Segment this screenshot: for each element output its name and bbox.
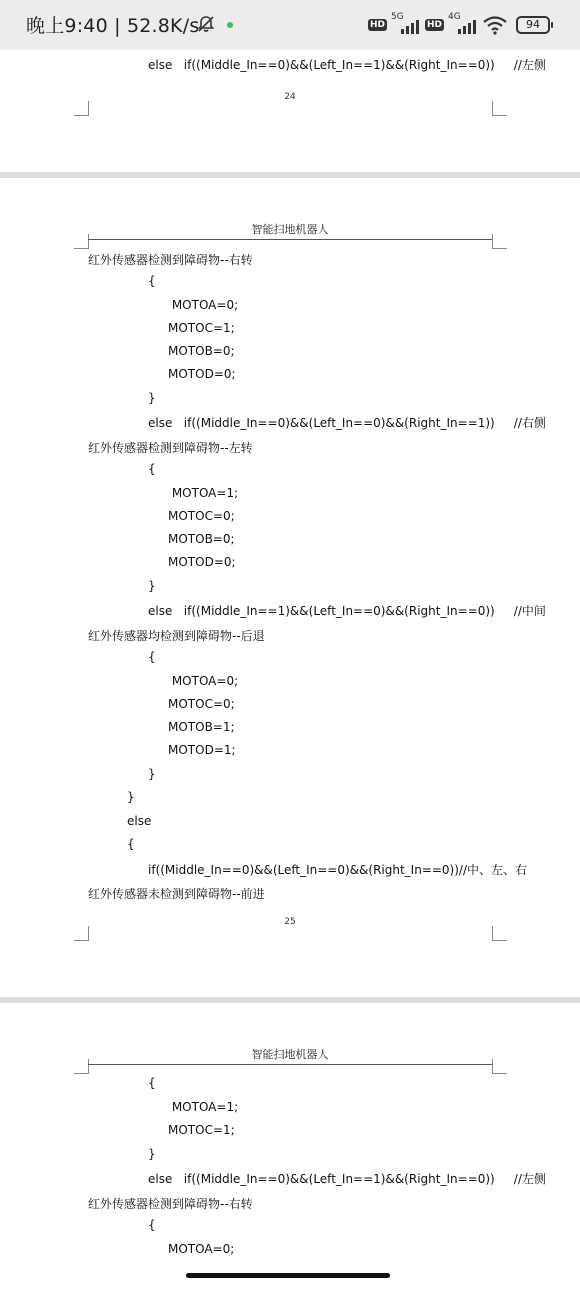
code-line: MOTOC=0;: [168, 697, 235, 711]
page-separator: [0, 997, 580, 1003]
code-line: MOTOD=0;: [168, 367, 236, 381]
code-line: {: [148, 1218, 156, 1232]
page-header-title: 智能扫地机器人: [251, 223, 329, 236]
header-rule: [88, 1064, 492, 1065]
code-line: }: [148, 391, 156, 405]
code-line: }: [148, 1147, 156, 1161]
code-line: MOTOB=1;: [168, 720, 235, 734]
code-line: MOTOC=0;: [168, 509, 235, 523]
code-line: {: [148, 650, 156, 664]
network-type-sim2: 4G: [448, 12, 461, 22]
comment-line: 红外传感器检测到障碍物--右转: [88, 253, 253, 267]
page-header-title: 智能扫地机器人: [251, 1048, 329, 1061]
header-rule: [88, 239, 492, 240]
code-line: {: [148, 274, 156, 288]
code-line: else: [127, 814, 152, 828]
code-line: MOTOB=0;: [168, 532, 235, 546]
code-line: MOTOC=1;: [168, 1123, 235, 1137]
status-bar: [0, 0, 580, 50]
code-line: }: [148, 579, 156, 593]
crop-mark: [74, 926, 89, 941]
home-indicator[interactable]: [186, 1273, 390, 1278]
code-line: MOTOC=1;: [168, 321, 235, 335]
page-number: 24: [284, 92, 296, 102]
code-line: MOTOA=0;: [168, 298, 239, 312]
crop-mark: [492, 926, 507, 941]
comment-line: 红外传感器检测到障碍物--右转: [88, 1197, 253, 1211]
signal-sim1-icon: [391, 14, 421, 36]
page-number: 25: [284, 917, 296, 927]
page-separator: [0, 172, 580, 178]
code-line: else if((Middle_In==0)&&(Left_In==1)&&(Right_In==0)) //左侧: [148, 58, 546, 72]
code-line: {: [127, 837, 135, 851]
crop-mark: [74, 234, 89, 249]
status-time-and-speed: 晚上9:40 | 52.8K/s: [26, 15, 200, 37]
code-line: else if((Middle_In==0)&&(Left_In==1)&&(Right_In==0)) //左侧: [148, 1172, 546, 1186]
comment-line: 红外传感器检测到障碍物--左转: [88, 441, 253, 455]
crop-mark: [74, 101, 89, 116]
comment-line: 红外传感器未检测到障碍物--前进: [88, 887, 265, 901]
code-line: MOTOD=0;: [168, 555, 236, 569]
code-line: MOTOA=1;: [168, 486, 239, 500]
hd-badge-sim2: HD: [426, 20, 442, 30]
code-line: MOTOD=1;: [168, 743, 236, 757]
code-line: }: [148, 767, 156, 781]
code-line: MOTOA=0;: [168, 1242, 235, 1256]
hd-badge-sim1: HD: [369, 20, 385, 30]
code-line: MOTOB=0;: [168, 344, 235, 358]
code-line: MOTOA=0;: [168, 674, 239, 688]
battery-icon: 94: [516, 16, 550, 34]
signal-sim2-icon: [448, 14, 478, 36]
crop-mark: [74, 1059, 89, 1074]
code-line: {: [148, 1076, 156, 1090]
code-line: if((Middle_In==0)&&(Left_In==0)&&(Right_In==0))//中、左、右: [148, 863, 528, 877]
code-line: MOTOA=1;: [168, 1100, 239, 1114]
status-icons: [368, 12, 550, 38]
crop-mark: [492, 101, 507, 116]
code-line: {: [148, 462, 156, 476]
code-line: else if((Middle_In==0)&&(Left_In==0)&&(Right_In==1)) //右侧: [148, 416, 546, 430]
comment-line: 红外传感器均检测到障碍物--后退: [88, 629, 265, 643]
notification-dot: [227, 22, 233, 28]
wifi-icon: [482, 15, 508, 35]
crop-mark: [492, 234, 507, 249]
crop-mark: [492, 1059, 507, 1074]
code-line: else if((Middle_In==1)&&(Left_In==0)&&(Right_In==0)) //中间: [148, 604, 546, 618]
bell-muted-icon: [196, 14, 216, 34]
network-type-sim1: 5G: [390, 12, 404, 22]
code-line: }: [127, 790, 135, 804]
